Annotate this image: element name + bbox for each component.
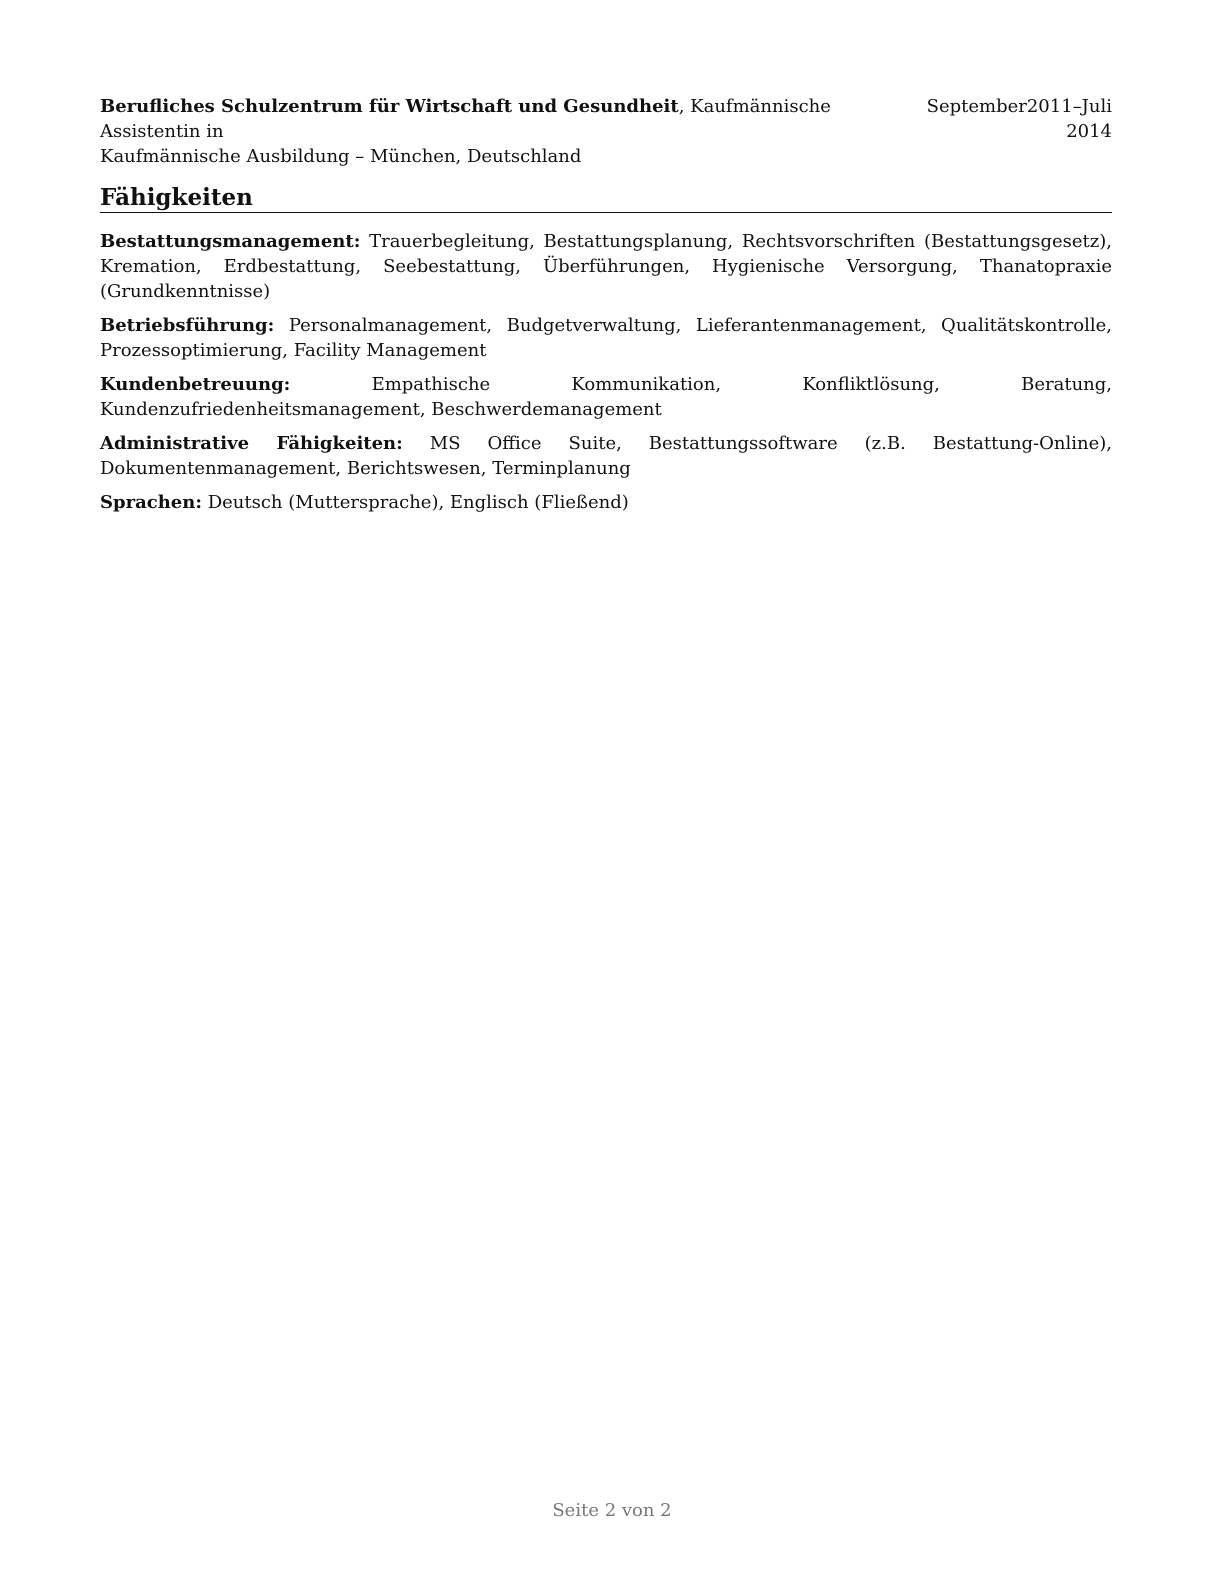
date-year-end: 2014	[1066, 121, 1112, 142]
skill-text: Trauerbegleitung, Bestattungsplanung, Rechtsvorschriften (Bestattungsgesetz), Kremation, Erdbestattung, Seebestattung, Überführungen, Hygienische Versorgung, Thanatopraxie (Grundkenntnisse)	[100, 231, 1112, 302]
page-number: Seite 2 von 2	[552, 1500, 672, 1521]
education-date	[927, 94, 1112, 144]
education-entry	[100, 94, 1112, 169]
education-degree: , Kaufmännische Assistentin in	[100, 96, 831, 142]
education-line-2: Kaufmännische Ausbildung – München, Deutschland	[100, 146, 582, 167]
education-line-1	[100, 94, 913, 144]
skill-text: MS Office Suite, Bestattungssoftware (z.B. Bestattung-Online), Dokumentenmanagement, Berichtswesen, Terminplanung	[100, 433, 1112, 479]
skill-label: Bestattungsmanagement:	[100, 231, 361, 252]
skill-item	[100, 490, 1112, 515]
education-details	[100, 94, 927, 169]
document-page	[100, 94, 1112, 524]
skill-label: Betriebsführung:	[100, 315, 275, 336]
skill-text: Personalmanagement, Budgetverwaltung, Lieferantenmanagement, Qualitätskontrolle, Prozessoptimierung, Facility Management	[100, 315, 1112, 361]
date-month-end: Juli	[1081, 96, 1112, 117]
skill-label: Kundenbetreuung:	[100, 374, 291, 395]
skills-list	[100, 229, 1112, 515]
skill-text: Deutsch (Muttersprache), Englisch (Fließend)	[207, 492, 629, 513]
date-dash: –	[1072, 96, 1082, 117]
section-title-skills: Fähigkeiten	[100, 184, 1112, 213]
skill-label: Sprachen:	[100, 492, 202, 513]
education-date-line-1	[927, 94, 1112, 119]
date-month-start: September	[926, 96, 1027, 117]
education-institution: Berufliches Schulzentrum für Wirtschaft und Gesundheit	[100, 96, 679, 117]
skill-text: Empathische Kommunikation, Konfliktlösung, Beratung, Kundenzufriedenheitsmanagement, Beschwerdemanagement	[100, 374, 1112, 420]
skill-item	[100, 313, 1112, 363]
date-year-start: 2011	[1026, 96, 1073, 117]
skill-item	[100, 372, 1112, 422]
skill-item	[100, 431, 1112, 481]
skill-label: Administrative Fähigkeiten:	[100, 433, 403, 454]
skill-item	[100, 229, 1112, 304]
